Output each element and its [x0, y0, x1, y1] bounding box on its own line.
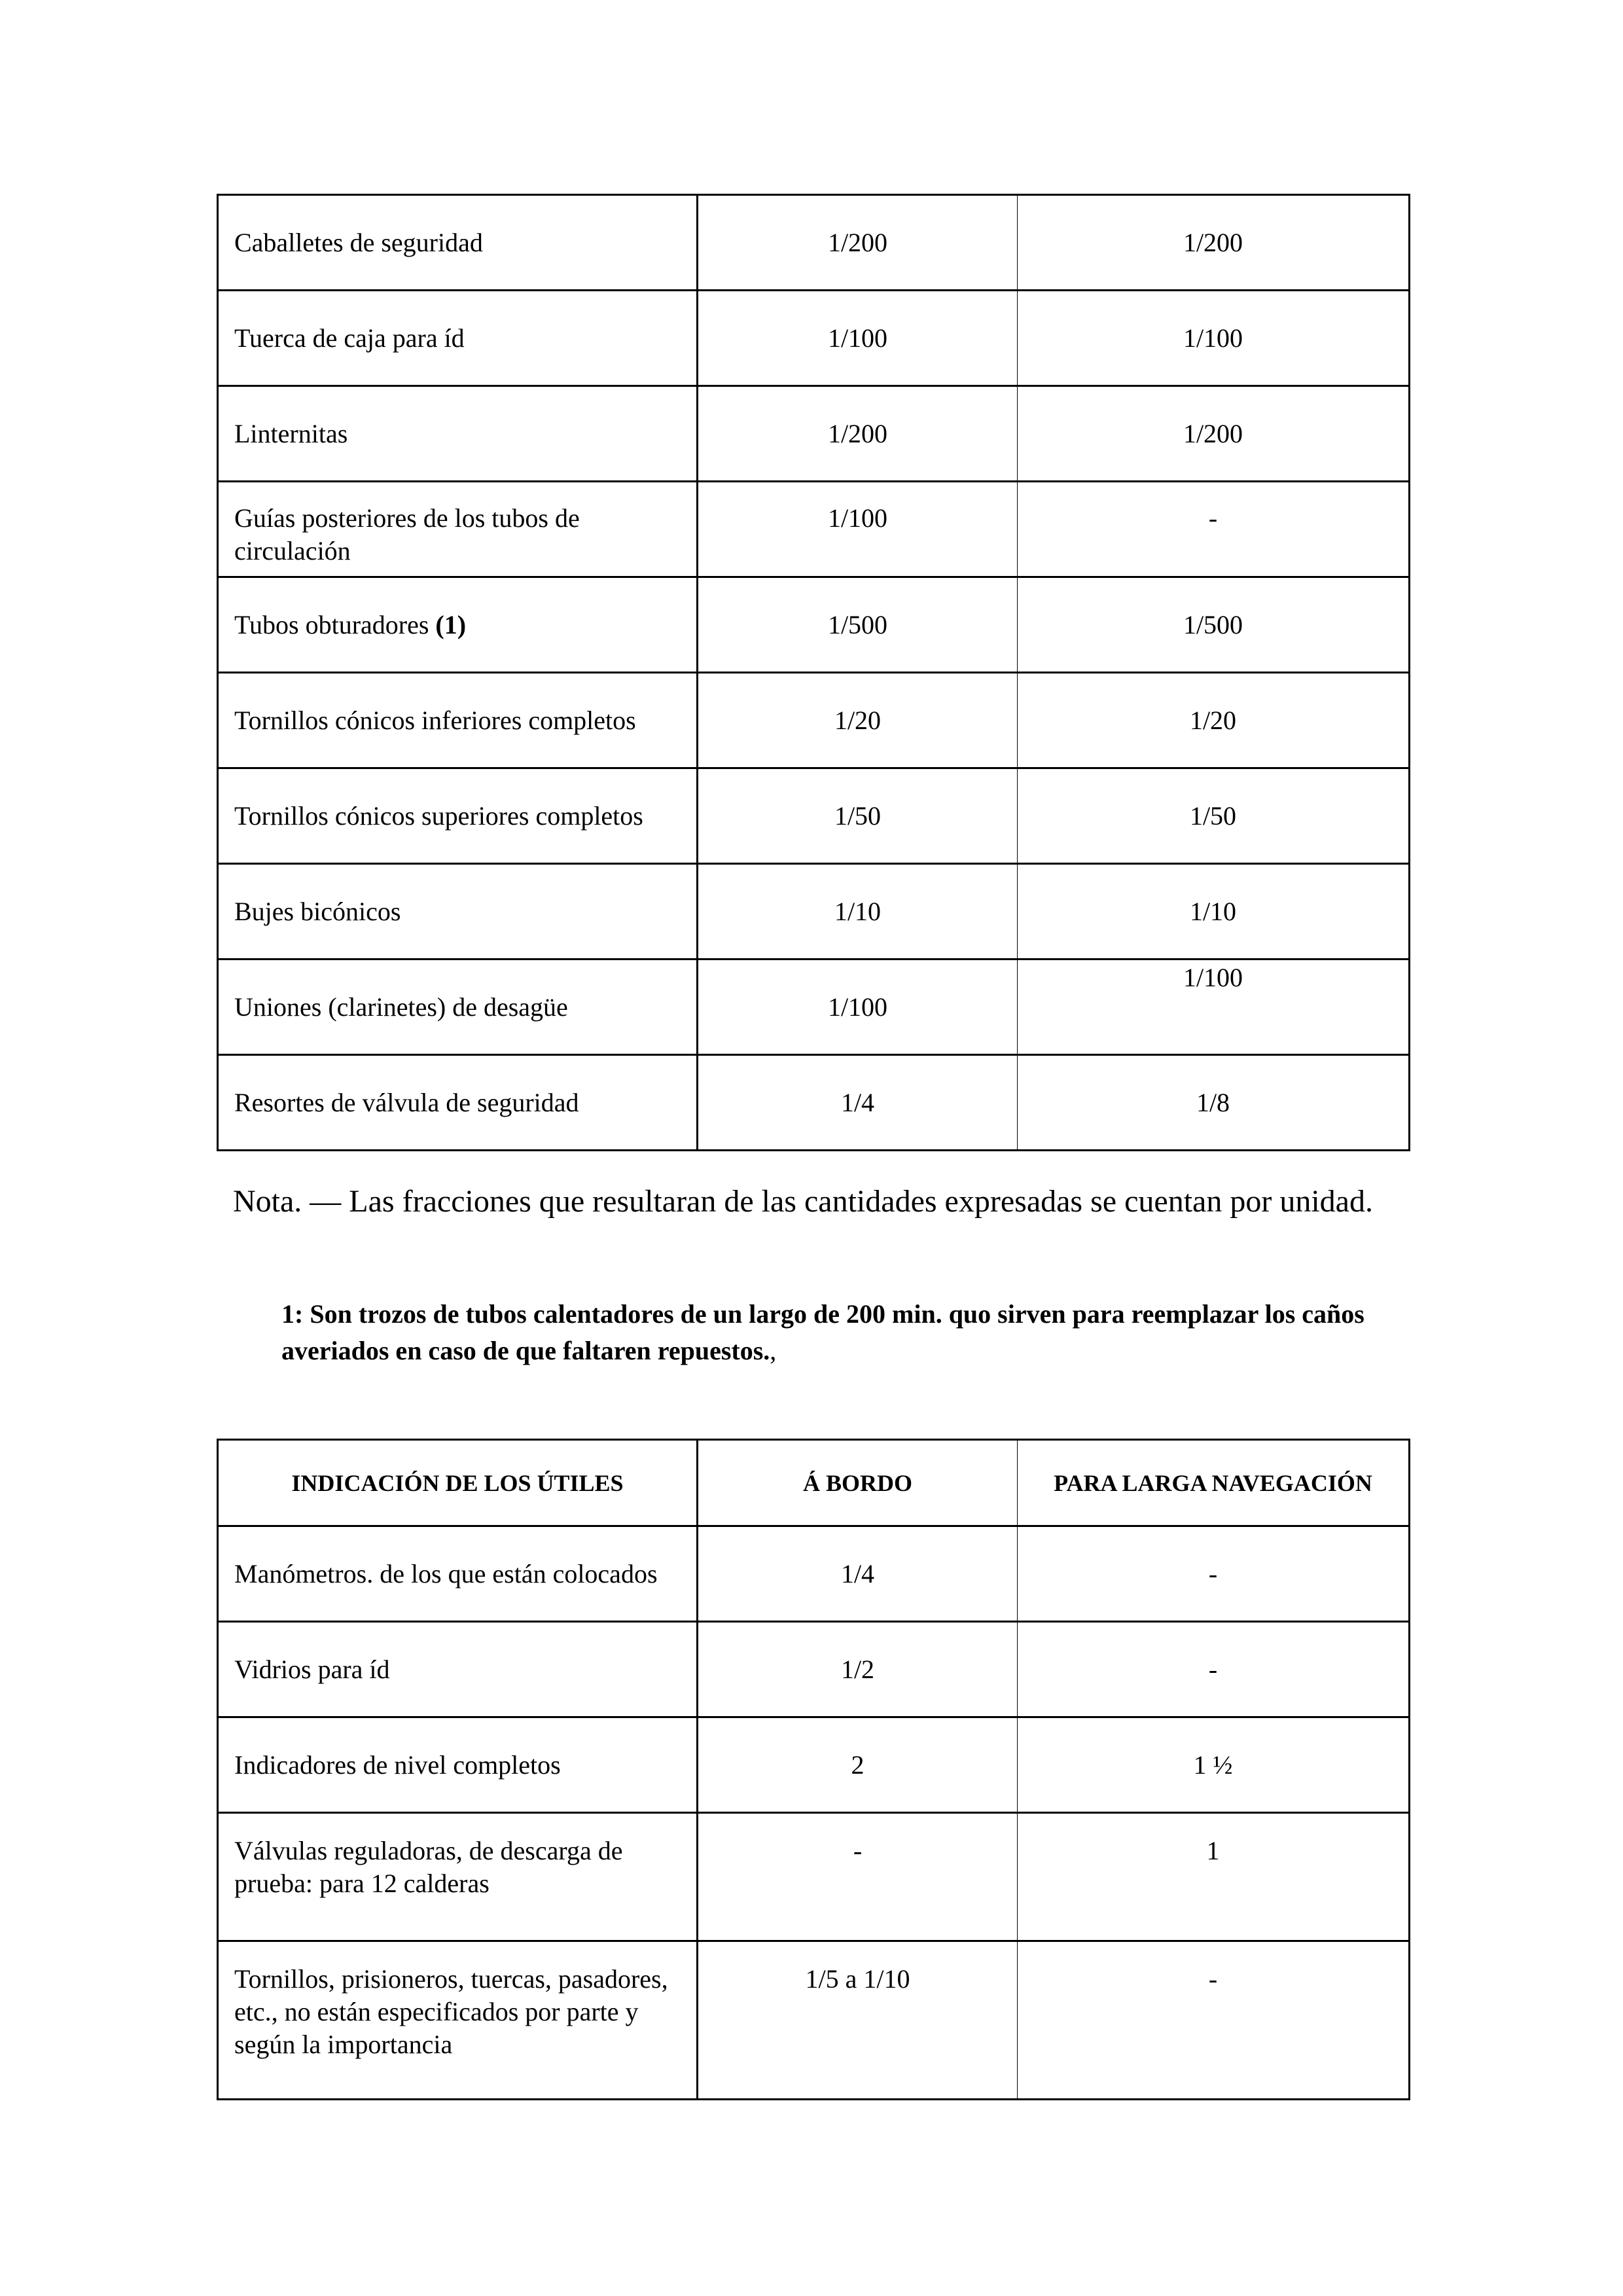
table-row — [218, 386, 1410, 482]
item-cell: Válvulas reguladoras, de descarga de prueba: para 12 calderas — [218, 1813, 698, 1941]
a-bordo-cell: - — [698, 1813, 1018, 1941]
item-cell: Manómetros. de los que están colocados — [218, 1526, 698, 1622]
item-cell: Tuerca de caja para íd — [218, 291, 698, 386]
table-row — [218, 195, 1410, 291]
item-cell: Caballetes de seguridad — [218, 195, 698, 291]
table-row — [218, 673, 1410, 768]
larga-navegacion-cell: 1/20 — [1018, 673, 1410, 768]
a-bordo-cell: 1/100 — [698, 482, 1018, 577]
table-row — [218, 1813, 1410, 1941]
footnote — [281, 1296, 1394, 1369]
a-bordo-cell: 2 — [698, 1717, 1018, 1813]
a-bordo-cell: 1/4 — [698, 1526, 1018, 1622]
header-larga-navegacion: PARA LARGA NAVEGACIÓN — [1018, 1440, 1410, 1526]
larga-navegacion-cell: 1/50 — [1018, 768, 1410, 864]
table-row — [218, 291, 1410, 386]
larga-navegacion-cell: 1/100 — [1018, 960, 1410, 1055]
item-cell: Linternitas — [218, 386, 698, 482]
larga-navegacion-cell: 1/500 — [1018, 577, 1410, 673]
table-row — [218, 960, 1410, 1055]
item-text: Tubos obturadores — [234, 609, 429, 639]
item-cell: Resortes de válvula de seguridad — [218, 1055, 698, 1151]
a-bordo-cell: 1/100 — [698, 291, 1018, 386]
header-a-bordo: Á BORDO — [698, 1440, 1018, 1526]
item-cell: Vidrios para íd — [218, 1622, 698, 1717]
item-cell: Tornillos cónicos inferiores completos — [218, 673, 698, 768]
a-bordo-cell: 1/20 — [698, 673, 1018, 768]
header-indicacion: INDICACIÓN DE LOS ÚTILES — [218, 1440, 698, 1526]
table-row — [218, 1526, 1410, 1622]
item-cell — [218, 577, 698, 673]
footnote-reference: (1) — [435, 609, 467, 639]
larga-navegacion-cell: - — [1018, 1941, 1410, 2100]
a-bordo-cell: 1/2 — [698, 1622, 1018, 1717]
larga-navegacion-cell: 1/200 — [1018, 195, 1410, 291]
note-paragraph: Nota. — Las fracciones que resultaran de las cantidades expresadas se cuentan por unidad. — [233, 1184, 1373, 1219]
a-bordo-cell: 1/200 — [698, 386, 1018, 482]
tools-table — [217, 1439, 1410, 2100]
larga-navegacion-cell: - — [1018, 1622, 1410, 1717]
table-row — [218, 1717, 1410, 1813]
footnote-text: 1: Son trozos de tubos calentadores de un largo de 200 min. quo sirven para reemplazar los caños averiados en caso de que faltaren repuestos. — [281, 1299, 1364, 1365]
footnote-tail: , — [770, 1336, 777, 1365]
item-cell: Uniones (clarinetes) de desagüe — [218, 960, 698, 1055]
larga-navegacion-cell: 1/200 — [1018, 386, 1410, 482]
larga-navegacion-cell: - — [1018, 1526, 1410, 1622]
a-bordo-cell: 1/200 — [698, 195, 1018, 291]
table-row — [218, 577, 1410, 673]
a-bordo-cell: 1/50 — [698, 768, 1018, 864]
table-row — [218, 1622, 1410, 1717]
larga-navegacion-cell: 1 — [1018, 1813, 1410, 1941]
spare-parts-table — [217, 194, 1410, 1151]
a-bordo-cell: 1/10 — [698, 864, 1018, 960]
a-bordo-cell: 1/4 — [698, 1055, 1018, 1151]
table-row — [218, 864, 1410, 960]
item-cell: Tornillos cónicos superiores completos — [218, 768, 698, 864]
item-cell: Bujes bicónicos — [218, 864, 698, 960]
larga-navegacion-cell: - — [1018, 482, 1410, 577]
table-row — [218, 482, 1410, 577]
item-cell: Indicadores de nivel completos — [218, 1717, 698, 1813]
larga-navegacion-cell: 1/8 — [1018, 1055, 1410, 1151]
a-bordo-cell: 1/5 a 1/10 — [698, 1941, 1018, 2100]
table-row — [218, 768, 1410, 864]
item-cell: Tornillos, prisioneros, tuercas, pasadores, etc., no están especificados por parte y según la importancia — [218, 1941, 698, 2100]
a-bordo-cell: 1/500 — [698, 577, 1018, 673]
table-header-row — [218, 1440, 1410, 1526]
table-row — [218, 1055, 1410, 1151]
item-cell: Guías posteriores de los tubos de circulación — [218, 482, 698, 577]
larga-navegacion-cell: 1 ½ — [1018, 1717, 1410, 1813]
a-bordo-cell: 1/100 — [698, 960, 1018, 1055]
larga-navegacion-cell: 1/10 — [1018, 864, 1410, 960]
larga-navegacion-cell: 1/100 — [1018, 291, 1410, 386]
table-row — [218, 1941, 1410, 2100]
